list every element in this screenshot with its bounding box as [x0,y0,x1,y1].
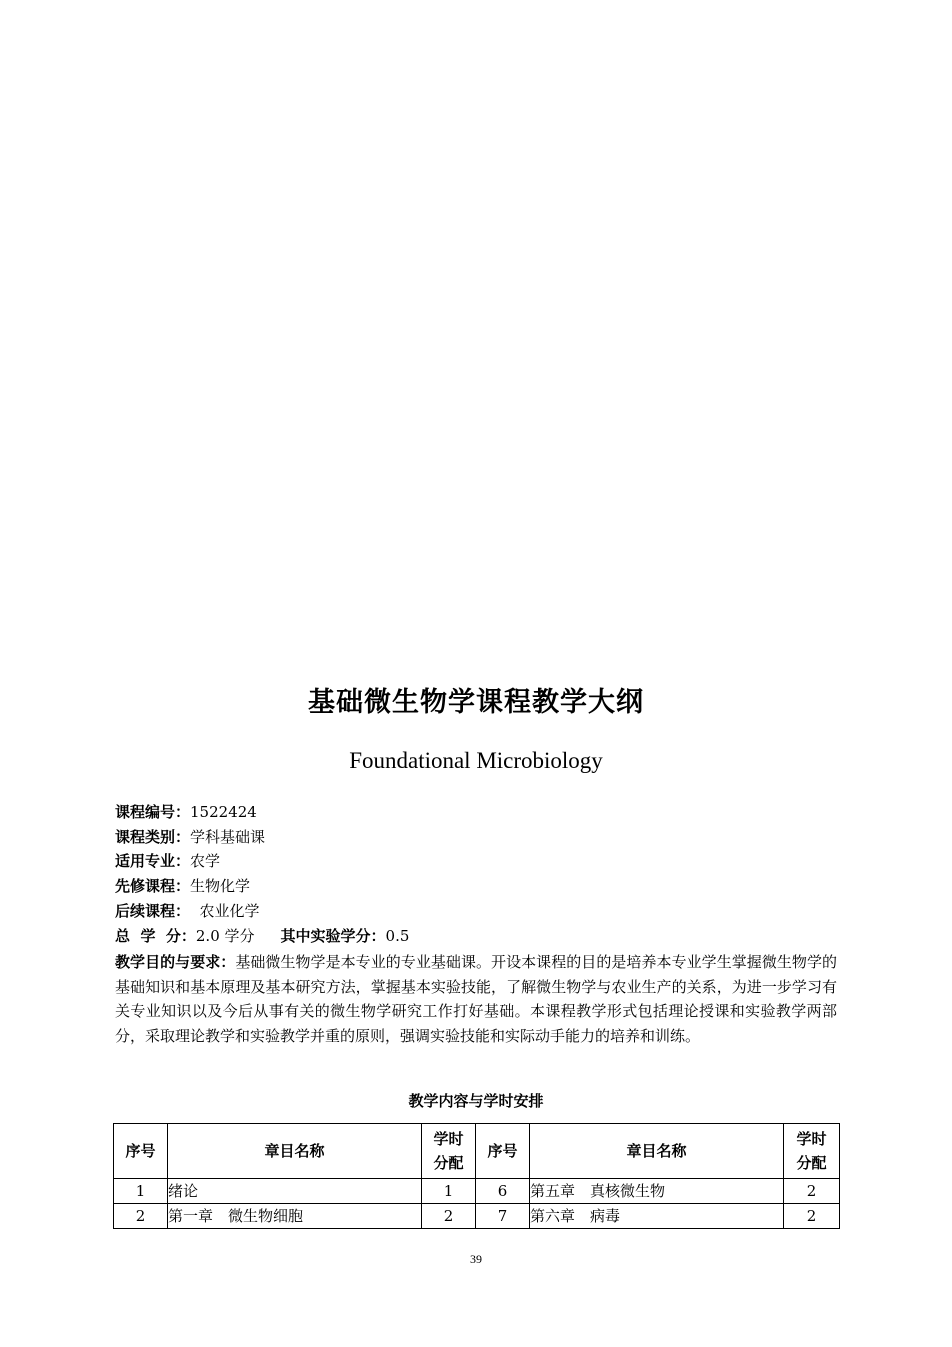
cell-no-b: 6 [476,1179,530,1204]
course-code-label: 课程编号： [115,803,191,821]
table-caption: 教学内容与学时安排 [408,1092,544,1110]
cell-hours-a: 1 [422,1179,476,1204]
cell-hours-b: 2 [784,1204,840,1229]
cell-chapter-b: 第六章 病毒 [530,1204,784,1229]
objectives-label: 教学目的与要求： [115,953,236,971]
cell-chapter-a: 绪论 [168,1179,422,1204]
table-row [114,1204,840,1229]
major-value: 农学 [190,852,221,871]
objectives-text: 基础微生物学是本专业的专业基础课。开设本课程的目的是培养本专业学生掌握微生物学的基础知识和基本原理及基本研究方法，掌握基本实验技能，了解微生物学与农业生产的关系，为进一步学习有关专业知识以及今后从事有关的微生物学研究工作打好基础。本课程教学形式包括理论授课和实验教学两部分，采取理论教学和实验教学并重的原则，强调实验技能和实际动手能力的培养和训练。 [115,953,837,1045]
cell-hours-a: 2 [422,1204,476,1229]
table-header-row [114,1124,840,1179]
table-row [114,1179,840,1204]
header-hours-b-line1: 学时 [796,1130,827,1148]
lab-credits-value: 0.5 [385,926,410,945]
prereq-label: 先修课程： [115,877,191,896]
followup-label: 后续课程： [115,901,191,920]
followup-row [115,899,840,924]
header-no-b: 序号 [476,1124,530,1179]
header-hours-a-line2: 分配 [433,1154,464,1172]
header-hours-a [422,1124,476,1179]
credits-label: 总 学 分： [115,926,196,945]
document-title: 基础微生物学课程教学大纲 [308,687,644,718]
course-type-value: 学科基础课 [190,827,266,846]
course-code-row [115,800,840,825]
document-subtitle: Foundational Microbiology [349,748,603,773]
cell-no-b: 7 [476,1204,530,1229]
course-type-label: 课程类别： [115,827,191,846]
header-hours-a-line1: 学时 [433,1130,464,1148]
schedule-table [113,1123,840,1229]
prereq-value: 生物化学 [190,877,251,896]
followup-value: 农业化学 [190,901,260,920]
cell-no-a: 1 [114,1179,168,1204]
header-hours-b [784,1124,840,1179]
credits-row [115,924,840,949]
course-info [115,800,840,948]
page-number: 39 [470,1252,482,1266]
header-chapter-b: 章目名称 [530,1124,784,1179]
objectives-paragraph [115,950,837,1048]
cell-chapter-a: 第一章 微生物细胞 [168,1204,422,1229]
course-type-row [115,825,840,850]
cell-hours-b: 2 [784,1179,840,1204]
prereq-row [115,874,840,899]
cell-chapter-b: 第五章 真核微生物 [530,1179,784,1204]
major-row [115,849,840,874]
header-hours-b-line2: 分配 [796,1154,827,1172]
course-code-value: 1522424 [190,803,257,821]
lab-credits-label: 其中实验学分： [280,926,386,945]
header-no-a: 序号 [114,1124,168,1179]
major-label: 适用专业： [115,852,191,871]
credits-value: 2.0 学分 [195,926,255,945]
cell-no-a: 2 [114,1204,168,1229]
header-chapter-a: 章目名称 [168,1124,422,1179]
